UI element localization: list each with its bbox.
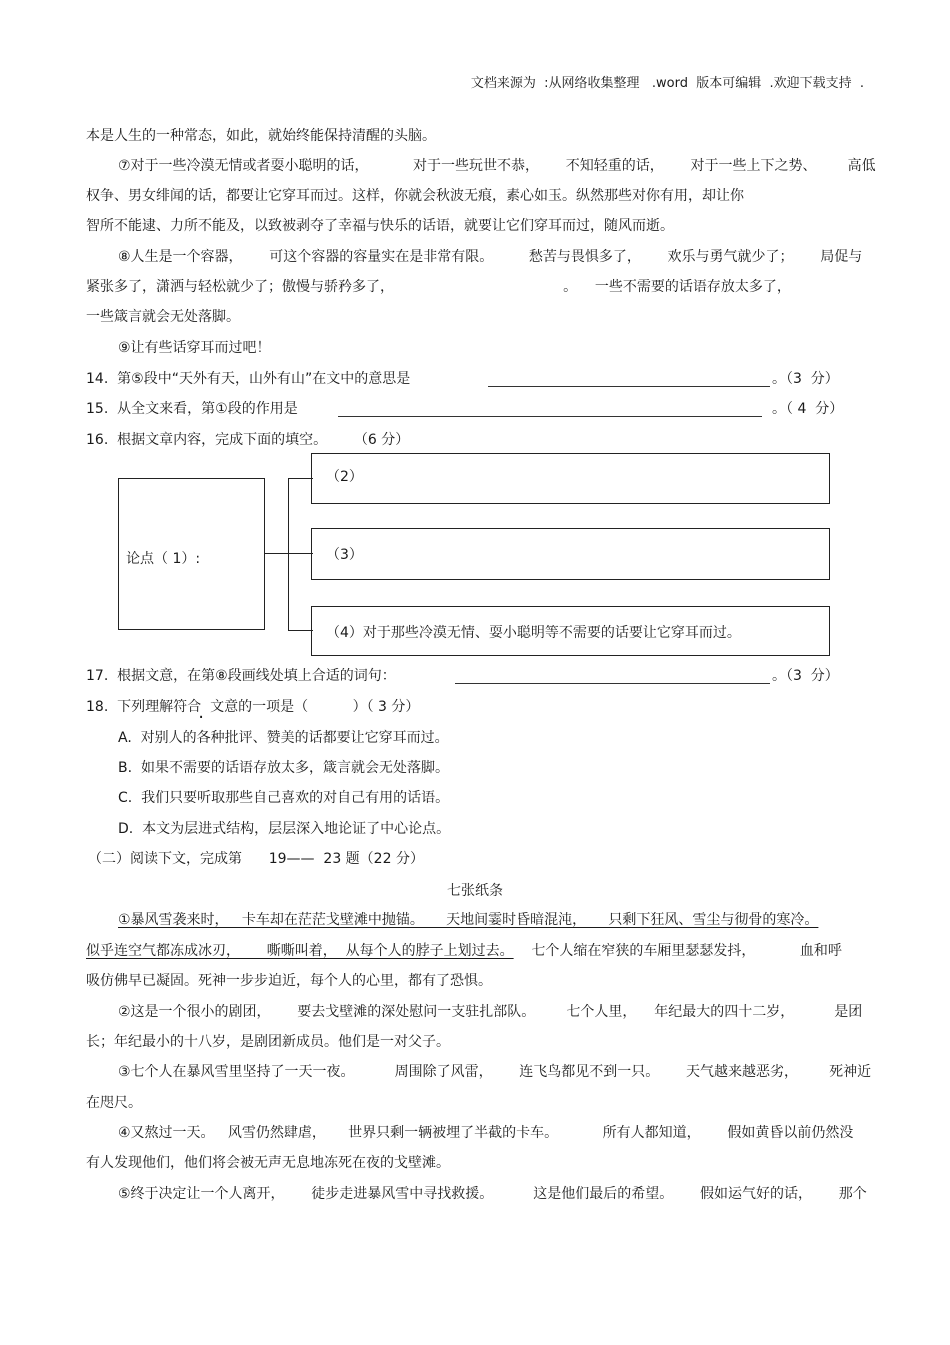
answer-box-4-text: （4）对于那些冷漠无情、耍小聪明等不需要的话要让它穿耳而过。 — [326, 625, 741, 641]
story-p1-underlined: 似乎连空气都冻成冰刃， 嘶嘶叫着， 从每个人的脖子上划过去。 — [86, 943, 514, 959]
answer-box-3-label: （3） — [326, 547, 363, 563]
question-14: 14. 第⑤段中“天外有天，山外有山”在文中的意思是 — [86, 371, 411, 387]
question-18-text-rest: 文意的一项是（ ）（ 3 分） — [201, 699, 420, 715]
question-15: 15. 从全文来看，第①段的作用是 — [86, 401, 298, 417]
option-c[interactable]: C. 我们只要听取那些自己喜欢的对自己有用的话语。 — [118, 790, 450, 806]
question-16: 16. 根据文章内容，完成下面的填空。 （6 分） — [86, 432, 410, 448]
section-2-intro: （二）阅读下文，完成第 19—— 23 题（22 分） — [88, 851, 424, 867]
paragraph-7-line-1: ⑦对于一些冷漠无情或者耍小聪明的话， 对于一些玩世不恭， 不知轻重的话， 对于一些上下之势、 高低 — [118, 158, 876, 174]
question-18 — [86, 697, 419, 717]
answer-blank-14[interactable] — [488, 372, 770, 387]
question-18-text: 18. 下列理解符合 — [86, 699, 202, 715]
passage-line: 本是人生的一种常态，如此，就始终能保持清醒的头脑。 — [86, 128, 436, 144]
paragraph-8-line-2: 紧张多了，潇洒与轻松就少了；傲慢与骄矜多了， 。 一些不需要的话语存放太多了， — [86, 279, 791, 295]
answer-box-2-label: （2） — [326, 469, 363, 485]
story-p3-line-1: ③七个人在暴风雪里坚持了一天一夜。 周围除了风雷， 连飞鸟都见不到一只。 天气越来越恶劣， 死神近 — [118, 1064, 872, 1080]
story-p1-line-2-rest: 七个人缩在窄狭的车厢里瑟瑟发抖， 血和呼 — [513, 943, 842, 959]
paragraph-8-line-3: 一些箴言就会无处落脚。 — [86, 309, 240, 325]
question-17: 17. 根据文意，在第⑧段画线处填上合适的词句： — [86, 668, 396, 684]
story-p4-line-2: 有人发现他们，他们将会被无声无息地冻死在夜的戈壁滩。 — [86, 1155, 450, 1171]
answer-blank-15[interactable] — [338, 402, 762, 417]
connector-top — [288, 478, 313, 479]
answer-box-3[interactable] — [311, 528, 830, 580]
question-14-score: 。（3 分） — [772, 371, 839, 387]
paragraph-7-line-3: 智所不能逮、力所不能及，以致被剥夺了幸福与快乐的话语，就要让它们穿耳而过，随风而逝。 — [86, 218, 674, 234]
story-p5-line-1: ⑤终于决定让一个人离开， 徒步走进暴风雪中寻找救援。 这是他们最后的希望。 假如运气好的话， 那个 — [118, 1186, 867, 1202]
question-15-score: 。（ 4 分） — [772, 401, 844, 417]
story-p3-line-2: 在咫尺。 — [86, 1095, 142, 1111]
option-a[interactable]: A. 对别人的各种批评、赞美的话都要让它穿耳而过。 — [118, 730, 449, 746]
paragraph-8-line-1: ⑧人生是一个容器， 可这个容器的容量实在是非常有限。 愁苦与畏惧多了， 欢乐与勇气就少了； 局促与 — [118, 249, 863, 265]
option-b[interactable]: B. 如果不需要的话语存放太多，箴言就会无处落脚。 — [118, 760, 449, 776]
thesis-label: 论点（ 1）: — [126, 551, 201, 567]
story-p4-line-1: ④又熬过一天。 风雪仍然肆虐， 世界只剩一辆被埋了半截的卡车。 所有人都知道， 假如黄昏以前仍然没 — [118, 1125, 854, 1141]
paragraph-9: ⑨让有些话穿耳而过吧！ — [118, 340, 271, 356]
connector-bottom — [288, 630, 313, 631]
answer-box-2[interactable] — [311, 453, 830, 504]
paragraph-7-line-2: 权争、男女绯闻的话，都要让它穿耳而过。这样，你就会秋波无痕，素心如玉。纵然那些对你有用，却让你 — [86, 188, 744, 204]
option-d[interactable]: D. 本文为层进式结构，层层深入地论证了中心论点。 — [118, 821, 451, 837]
story-p2-line-2: 长；年纪最小的十八岁，是剧团新成员。他们是一对父子。 — [86, 1034, 450, 1050]
connector-main — [265, 553, 313, 554]
story-p2-line-1: ②这是一个很小的剧团， 要去戈壁滩的深处慰问一支驻扎部队。 七个人里， 年纪最大的四十二岁， 是团 — [118, 1004, 863, 1020]
story-title: 七张纸条 — [447, 883, 503, 899]
answer-blank-17[interactable] — [455, 669, 770, 684]
story-p1-line-1: ①暴风雪袭来时， 卡车却在茫茫戈壁滩中抛锚。 天地间霎时昏暗混沌， 只剩下狂风、雪尘与彻骨的寒冷。 — [118, 912, 819, 928]
connector-vertical — [288, 478, 289, 630]
question-17-score: 。（3 分） — [772, 668, 839, 684]
story-p1-line-2 — [86, 941, 842, 961]
story-p1-line-3: 吸仿佛早已凝固。死神一步步迫近，每个人的心里，都有了恐惧。 — [86, 973, 492, 989]
source-header: 文档来源为 :从网络收集整理 .word 版本可编辑 .欢迎下载支持 . — [470, 76, 864, 91]
